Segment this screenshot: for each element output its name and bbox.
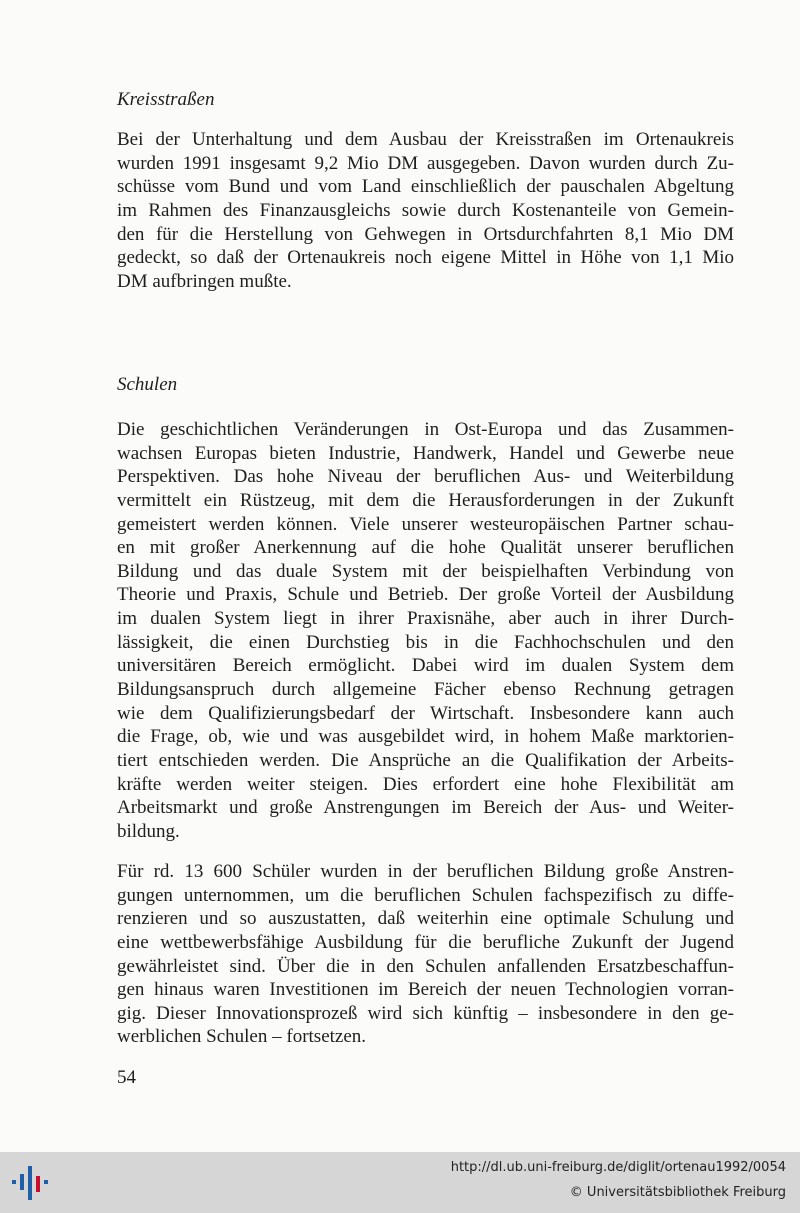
text-line: gewährleistet sind. Über die in den Schulen anfallenden Ersatzbeschaffun- [117, 955, 734, 977]
footer-bar [0, 1152, 800, 1213]
text-line: den für die Herstellung von Gehwegen in Ortsdurchfahrten 8,1 Mio DM [117, 223, 734, 245]
text-line: tiert entschieden werden. Die Ansprüche an die Qualifikation der Arbeits- [117, 749, 734, 771]
text-line: im dualen System liegt in ihrer Praxisnähe, aber auch in ihrer Durch- [117, 608, 734, 630]
footer-url[interactable]: http://dl.ub.uni-freiburg.de/diglit/ortenau1992/0054 [450, 1160, 786, 1175]
text-line: im Rahmen des Finanzausgleichs sowie durch Kostenanteile von Gemein- [117, 199, 734, 221]
text-line: Bildungsanspruch durch allgemeine Fächer ebenso Rechnung getragen [117, 679, 734, 701]
text-line: Für rd. 13 600 Schüler wurden in der beruflichen Bildung große Anstren- [117, 861, 734, 882]
text-line: gedeckt, so daß der Ortenaukreis noch eigene Mittel in Höhe von 1,1 Mio [117, 247, 734, 269]
text-line: schüsse vom Bund und vom Land einschließlich der pauschalen Abgeltung [117, 176, 734, 198]
text-line: werblichen Schulen – fortsetzen. [117, 1026, 367, 1048]
text-line: en mit großer Anerkennung auf die hohe Qualität unserer beruflichen [117, 537, 734, 559]
text-line: gig. Dieser Innovationsprozeß wird sich künftig – insbesondere in den ge- [117, 1002, 734, 1024]
text-line: vermittelt ein Rüstzeug, mit dem die Herausforderungen in der Zukunft [117, 489, 734, 511]
text-line: die Frage, ob, wie und was ausgebildet wird, in hohem Maße marktorien- [117, 726, 734, 748]
text-line: wachsen Europas bieten Industrie, Handwerk, Handel und Gewerbe neue [117, 442, 734, 464]
text-line: gen hinaus waren Investitionen im Bereich der neuen Technologien vorran- [117, 979, 734, 1001]
section-heading-schulen: Schulen [117, 374, 178, 395]
text-line: wie dem Qualifizierungsbedarf der Wirtschaft. Insbesondere kann auch [117, 702, 734, 724]
footer-copyright: © Universitätsbibliothek Freiburg [569, 1185, 786, 1200]
text-line: lässigkeit, die einen Durchstieg bis in die Fachhochschulen und den [117, 631, 734, 653]
text-line: gungen unternommen, um die beruflichen Schulen fachspezifisch zu diffe- [117, 884, 734, 906]
text-line: Bildung und das duale System mit der beispielhaften Verbindung von [117, 560, 734, 582]
paragraph-schulen-2 [117, 860, 734, 1049]
text-line: Arbeitsmarkt und große Anstrengungen im Bereich der Aus- und Weiter- [117, 797, 734, 819]
page-number: 54 [117, 1067, 136, 1088]
text-line: Die geschichtlichen Veränderungen in Ost-Europa und das Zusammen- [117, 419, 734, 440]
text-line: wurden 1991 insgesamt 9,2 Mio DM ausgegeben. Davon wurden durch Zu- [117, 152, 734, 174]
text-line: renzieren und so auszustatten, daß weiterhin eine optimale Schulung und [117, 908, 734, 930]
text-line: gemeistert werden können. Viele unserer westeuropäischen Partner schau- [117, 513, 734, 535]
ub-freiburg-logo-icon [8, 1162, 52, 1204]
text-line: DM aufbringen mußte. [117, 270, 292, 292]
paragraph-schulen-1 [117, 418, 734, 844]
text-line: Bei der Unterhaltung und dem Ausbau der Kreisstraßen im Ortenaukreis [117, 129, 734, 150]
text-line: bildung. [117, 820, 180, 842]
section-heading-kreisstrassen: Kreisstraßen [117, 89, 215, 110]
text-line: Theorie und Praxis, Schule und Betrieb. Der große Vorteil der Ausbildung [117, 584, 734, 606]
text-line: eine wettbewerbsfähige Ausbildung für die berufliche Zukunft der Jugend [117, 931, 734, 953]
text-line: kräfte werden weiter steigen. Dies erfordert eine hohe Flexibilität am [117, 773, 734, 795]
text-line: Perspektiven. Das hohe Niveau der beruflichen Aus- und Weiterbildung [117, 466, 734, 488]
text-line: universitären Bereich ermöglicht. Dabei wird im dualen System dem [117, 655, 734, 677]
paragraph-kreisstrassen [117, 128, 734, 293]
